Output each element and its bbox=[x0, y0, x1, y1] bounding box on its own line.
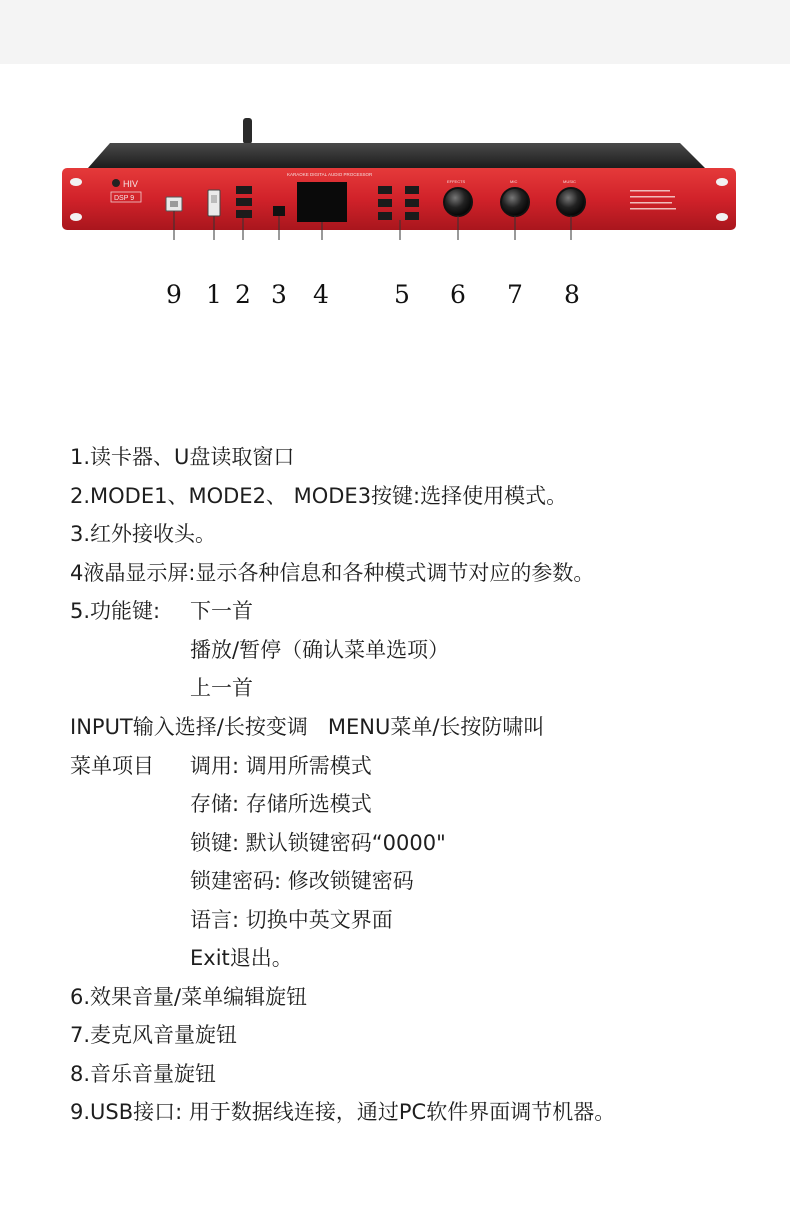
desc-item-9: 9.USB接口: 用于数据线连接，通过PC软件界面调节机器。 bbox=[70, 1100, 616, 1124]
desc-item-5-label: 5.功能键: bbox=[70, 599, 161, 623]
device-image bbox=[0, 110, 790, 240]
prev-button bbox=[378, 212, 392, 220]
menu-button bbox=[405, 199, 419, 207]
desc-item-3: 3.红外接收头。 bbox=[70, 522, 217, 546]
desc-menu-recall: 调用: 调用所需模式 bbox=[190, 754, 372, 778]
desc-item-5-prev: 上一首 bbox=[190, 676, 253, 700]
panel-header-text: KARAOKE DIGITAL AUDIO PROCESSOR bbox=[287, 172, 373, 177]
rack-hole bbox=[70, 213, 82, 221]
desc-input-menu: INPUT输入选择/长按变调 MENU菜单/长按防啸叫 bbox=[70, 715, 545, 739]
top-banner bbox=[0, 0, 790, 64]
desc-item-2: 2.MODE1、MODE2、 MODE3按键:选择使用模式。 bbox=[70, 484, 568, 508]
callout-number: 8 bbox=[564, 280, 580, 309]
desc-menu-language: 语言: 切换中英文界面 bbox=[190, 908, 393, 932]
model-text: DSP 9 bbox=[114, 195, 135, 202]
mode2-button bbox=[236, 198, 252, 206]
mode1-button bbox=[236, 186, 252, 194]
rack-hole bbox=[716, 213, 728, 221]
next-button bbox=[378, 186, 392, 194]
antenna bbox=[243, 118, 252, 144]
play-pause-button bbox=[378, 199, 392, 207]
spec-text-decor bbox=[630, 190, 670, 192]
front-panel bbox=[62, 168, 736, 230]
lcd-display bbox=[297, 182, 347, 222]
music-knob bbox=[557, 188, 585, 216]
spec-text-decor bbox=[630, 208, 676, 210]
callout-number: 6 bbox=[450, 280, 466, 309]
ir-receiver bbox=[273, 206, 285, 216]
desc-item-5-play: 播放/暂停（确认菜单选项） bbox=[190, 638, 450, 662]
desc-menu-store: 存储: 存储所选模式 bbox=[190, 792, 372, 816]
top-cover bbox=[88, 143, 705, 168]
callout-number: 3 bbox=[271, 280, 287, 309]
desc-item-7: 7.麦克风音量旋钮 bbox=[70, 1023, 238, 1047]
mic-knob bbox=[501, 188, 529, 216]
desc-menu-exit: Exit退出。 bbox=[190, 946, 293, 970]
knob-label: MIC bbox=[510, 179, 518, 184]
rack-hole bbox=[70, 178, 82, 186]
desc-menu-password: 锁建密码: 修改锁键密码 bbox=[190, 869, 414, 893]
brand-logo bbox=[112, 179, 120, 187]
mode3-button bbox=[236, 210, 252, 218]
rack-hole bbox=[716, 178, 728, 186]
desc-item-4: 4液晶显示屏:显示各种信息和各种模式调节对应的参数。 bbox=[70, 561, 595, 585]
exit-button bbox=[405, 212, 419, 220]
input-button bbox=[405, 186, 419, 194]
callout-numbers bbox=[0, 280, 790, 320]
dsp-processor-front-panel bbox=[0, 110, 790, 240]
callout-number: 9 bbox=[166, 280, 182, 309]
callout-number: 7 bbox=[507, 280, 523, 309]
desc-menu-label: 菜单项目 bbox=[70, 754, 154, 778]
knob-label: EFFECTS bbox=[447, 179, 466, 184]
spec-text-decor bbox=[630, 196, 675, 198]
callout-number: 2 bbox=[235, 280, 251, 309]
spec-text-decor bbox=[630, 202, 672, 204]
effects-knob bbox=[444, 188, 472, 216]
knob-label: MUSIC bbox=[563, 179, 576, 184]
callout-number: 5 bbox=[394, 280, 410, 309]
brand-text: HIV bbox=[123, 179, 139, 189]
desc-menu-lock: 锁键: 默认锁键密码“0000" bbox=[190, 831, 446, 855]
desc-item-5-next: 下一首 bbox=[190, 599, 253, 623]
callout-number: 1 bbox=[206, 280, 222, 309]
callout-number: 4 bbox=[313, 280, 329, 309]
desc-item-1: 1.读卡器、U盘读取窗口 bbox=[70, 445, 295, 469]
desc-item-6: 6.效果音量/菜单编辑旋钮 bbox=[70, 985, 308, 1009]
desc-item-8: 8.音乐音量旋钮 bbox=[70, 1062, 217, 1086]
